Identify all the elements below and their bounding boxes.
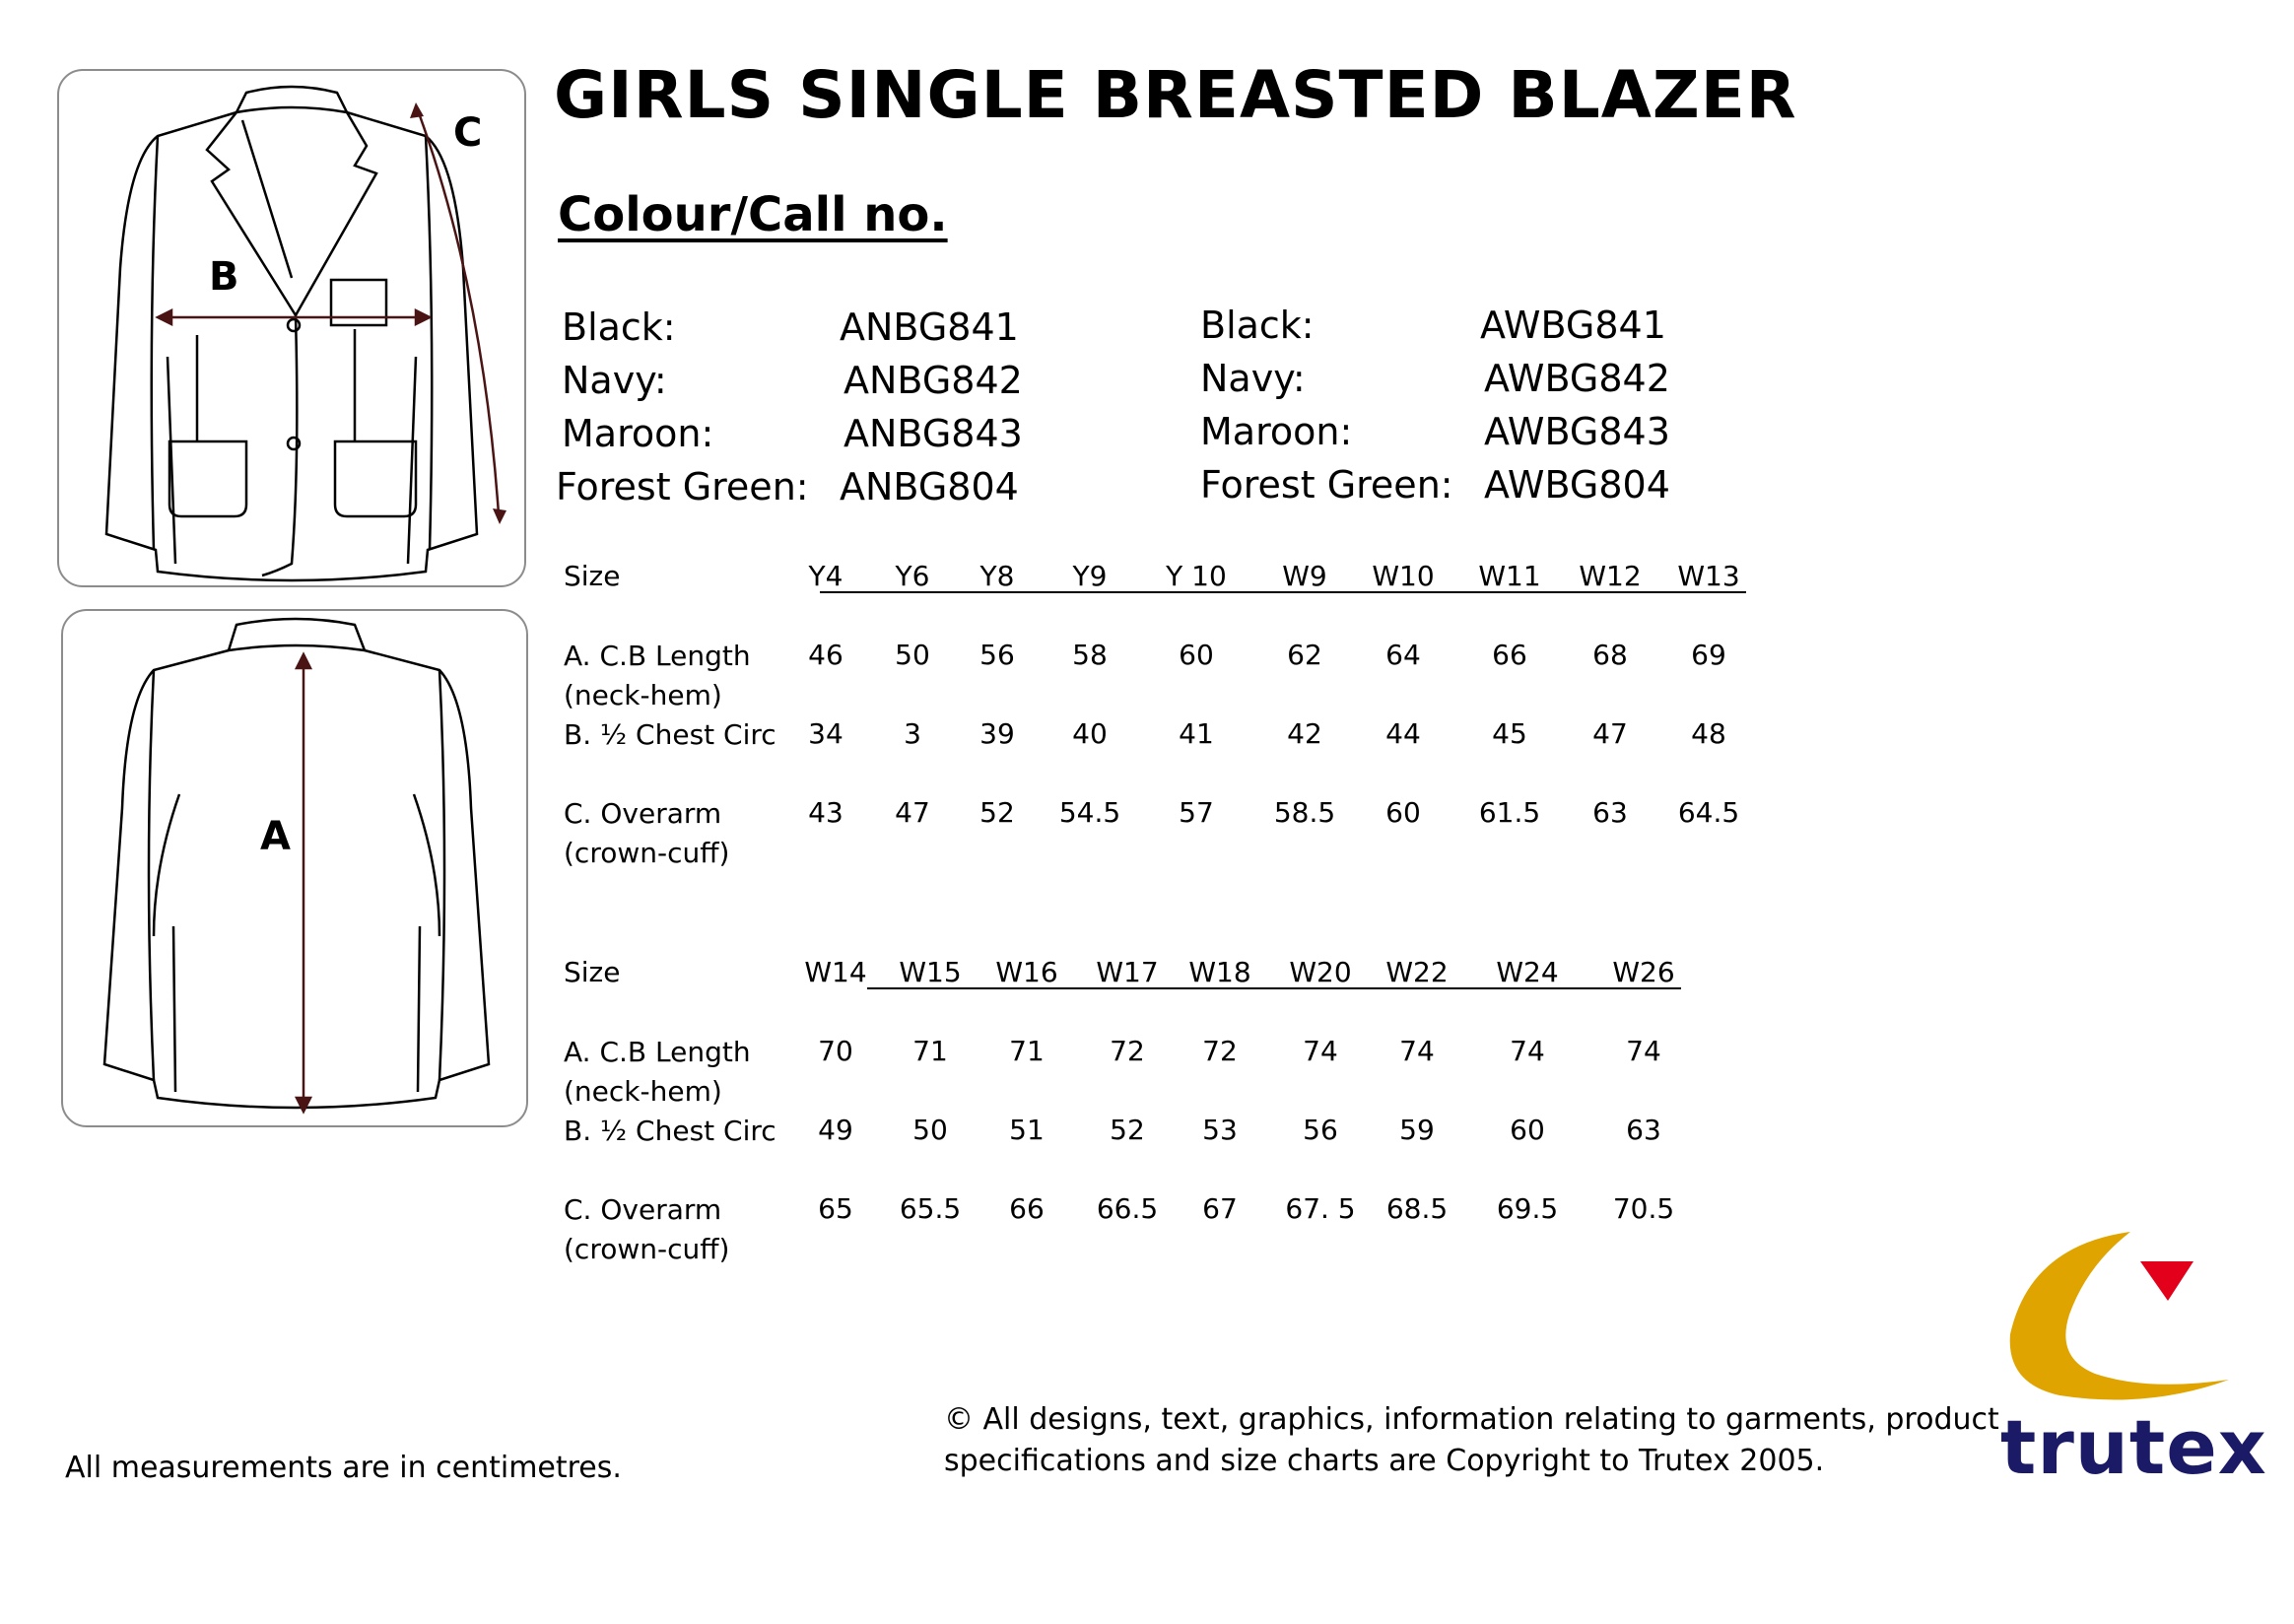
table-cell: 74 — [1399, 1035, 1435, 1067]
row-sublabel: (neck-hem) — [564, 1075, 722, 1108]
page-title: GIRLS SINGLE BREASTED BLAZER — [554, 57, 1797, 133]
row-label: B. ½ Chest Circ — [564, 718, 776, 751]
size-header-cell: W24 — [1496, 956, 1559, 988]
table-cell: 53 — [1202, 1114, 1238, 1146]
colour-name: Forest Green: — [1200, 463, 1453, 507]
table-cell: 60 — [1510, 1114, 1545, 1146]
table-cell: 66 — [1492, 639, 1527, 671]
row-label: C. Overarm — [564, 1193, 722, 1226]
size-header-cell: W14 — [804, 956, 867, 988]
row-label: B. ½ Chest Circ — [564, 1115, 776, 1147]
table-cell: 40 — [1072, 717, 1108, 750]
table-cell: 56 — [979, 639, 1015, 671]
colour-name: Navy: — [562, 359, 667, 402]
table-cell: 52 — [979, 796, 1015, 829]
table-cell: 64.5 — [1677, 796, 1740, 829]
size-header-cell: W17 — [1096, 956, 1159, 988]
label-b: B — [209, 254, 239, 300]
size-header-cell: W16 — [995, 956, 1058, 988]
row-sublabel: (crown-cuff) — [564, 837, 730, 869]
table-cell: 70.5 — [1612, 1192, 1675, 1225]
colour-code: AWBG842 — [1484, 357, 1670, 400]
size-header-cell: W22 — [1385, 956, 1449, 988]
trutex-wordmark: trutex — [2000, 1403, 2267, 1491]
table-cell: 65 — [818, 1192, 853, 1225]
table-cell: 65.5 — [899, 1192, 962, 1225]
size-header-cell: W26 — [1612, 956, 1675, 988]
size-header-cell: Y4 — [808, 560, 843, 592]
table-cell: 42 — [1287, 717, 1322, 750]
size-header-cell: W18 — [1188, 956, 1251, 988]
table-cell: 3 — [904, 717, 921, 750]
table-cell: 47 — [895, 796, 930, 829]
table-cell: 60 — [1179, 639, 1214, 671]
table-cell: 74 — [1303, 1035, 1338, 1067]
front-view-panel — [57, 69, 526, 587]
label-c: C — [453, 110, 483, 156]
row-label: A. C.B Length — [564, 640, 751, 672]
measurement-note: All measurements are in centimetres. — [65, 1451, 622, 1485]
table-cell: 71 — [1009, 1035, 1045, 1067]
table-cell: 59 — [1399, 1114, 1435, 1146]
colour-name: Black: — [562, 305, 676, 349]
table-cell: 74 — [1510, 1035, 1545, 1067]
table-cell: 69.5 — [1496, 1192, 1559, 1225]
row-label: A. C.B Length — [564, 1036, 751, 1068]
copyright-line-1: © All designs, text, graphics, information relating to garments, product — [944, 1402, 1999, 1437]
row-label: C. Overarm — [564, 797, 722, 830]
table-cell: 61.5 — [1478, 796, 1541, 829]
table-cell: 68.5 — [1385, 1192, 1449, 1225]
table-cell: 49 — [818, 1114, 853, 1146]
table-cell: 67. 5 — [1285, 1192, 1356, 1225]
table-cell: 62 — [1287, 639, 1322, 671]
colour-code: ANBG842 — [843, 359, 1023, 402]
table-cell: 60 — [1385, 796, 1421, 829]
copyright-notice — [944, 1399, 1999, 1482]
table-cell: 66.5 — [1096, 1192, 1159, 1225]
size-header-cell: W12 — [1579, 560, 1642, 592]
colour-name: Maroon: — [562, 412, 714, 455]
table-cell: 34 — [808, 717, 843, 750]
colour-code: AWBG843 — [1484, 410, 1670, 453]
trutex-logo — [2000, 1226, 2267, 1502]
size-header-cell: Y6 — [895, 560, 930, 592]
size-header-cell: Y8 — [979, 560, 1015, 592]
size-header-underline — [867, 987, 1681, 989]
colour-code: AWBG841 — [1480, 304, 1666, 347]
table-cell: 63 — [1592, 796, 1628, 829]
size-header-cell: W20 — [1289, 956, 1352, 988]
table-cell: 64 — [1385, 639, 1421, 671]
colour-name: Black: — [1200, 304, 1315, 347]
table-cell: 58.5 — [1273, 796, 1336, 829]
blazer-back-drawing — [63, 611, 530, 1129]
row-sublabel: (neck-hem) — [564, 679, 722, 711]
colour-code: ANBG843 — [843, 412, 1023, 455]
table-cell: 70 — [818, 1035, 853, 1067]
copyright-line-2: specifications and size charts are Copyright to Trutex 2005. — [944, 1444, 1825, 1478]
table-cell: 47 — [1592, 717, 1628, 750]
row-sublabel: (crown-cuff) — [564, 1233, 730, 1265]
table-cell: 54.5 — [1058, 796, 1121, 829]
table-cell: 66 — [1009, 1192, 1045, 1225]
size-header-cell: W11 — [1478, 560, 1541, 592]
table-cell: 63 — [1626, 1114, 1661, 1146]
table-cell: 46 — [808, 639, 843, 671]
table-cell: 69 — [1691, 639, 1726, 671]
size-header-cell: Y9 — [1072, 560, 1108, 592]
table-cell: 45 — [1492, 717, 1527, 750]
table-cell: 44 — [1385, 717, 1421, 750]
table-cell: 50 — [912, 1114, 948, 1146]
colour-code: AWBG804 — [1484, 463, 1670, 507]
size-header-cell: W13 — [1677, 560, 1740, 592]
back-view-panel — [61, 609, 528, 1127]
table-cell: 51 — [1009, 1114, 1045, 1146]
colour-code: ANBG841 — [840, 305, 1019, 349]
size-header-cell: W15 — [899, 956, 962, 988]
colour-name: Navy: — [1200, 357, 1306, 400]
colour-call-heading: Colour/Call no. — [558, 187, 948, 242]
table-cell: 48 — [1691, 717, 1726, 750]
label-a: A — [260, 814, 291, 859]
table-cell: 68 — [1592, 639, 1628, 671]
size-header-label: Size — [564, 956, 621, 988]
table-cell: 57 — [1179, 796, 1214, 829]
table-cell: 43 — [808, 796, 843, 829]
table-cell: 58 — [1072, 639, 1108, 671]
colour-name: Maroon: — [1200, 410, 1353, 453]
colour-code: ANBG804 — [840, 465, 1019, 508]
table-cell: 71 — [912, 1035, 948, 1067]
table-cell: 67 — [1202, 1192, 1238, 1225]
table-cell: 50 — [895, 639, 930, 671]
trutex-swoosh-icon — [2000, 1226, 2237, 1413]
size-header-cell: W10 — [1372, 560, 1435, 592]
table-cell: 72 — [1202, 1035, 1238, 1067]
table-cell: 72 — [1110, 1035, 1145, 1067]
table-cell: 74 — [1626, 1035, 1661, 1067]
table-cell: 52 — [1110, 1114, 1145, 1146]
size-header-label: Size — [564, 560, 621, 592]
table-cell: 56 — [1303, 1114, 1338, 1146]
table-cell: 41 — [1179, 717, 1214, 750]
table-cell: 39 — [979, 717, 1015, 750]
size-header-cell: W9 — [1282, 560, 1327, 592]
colour-name: Forest Green: — [556, 465, 809, 508]
size-header-cell: Y 10 — [1166, 560, 1227, 592]
